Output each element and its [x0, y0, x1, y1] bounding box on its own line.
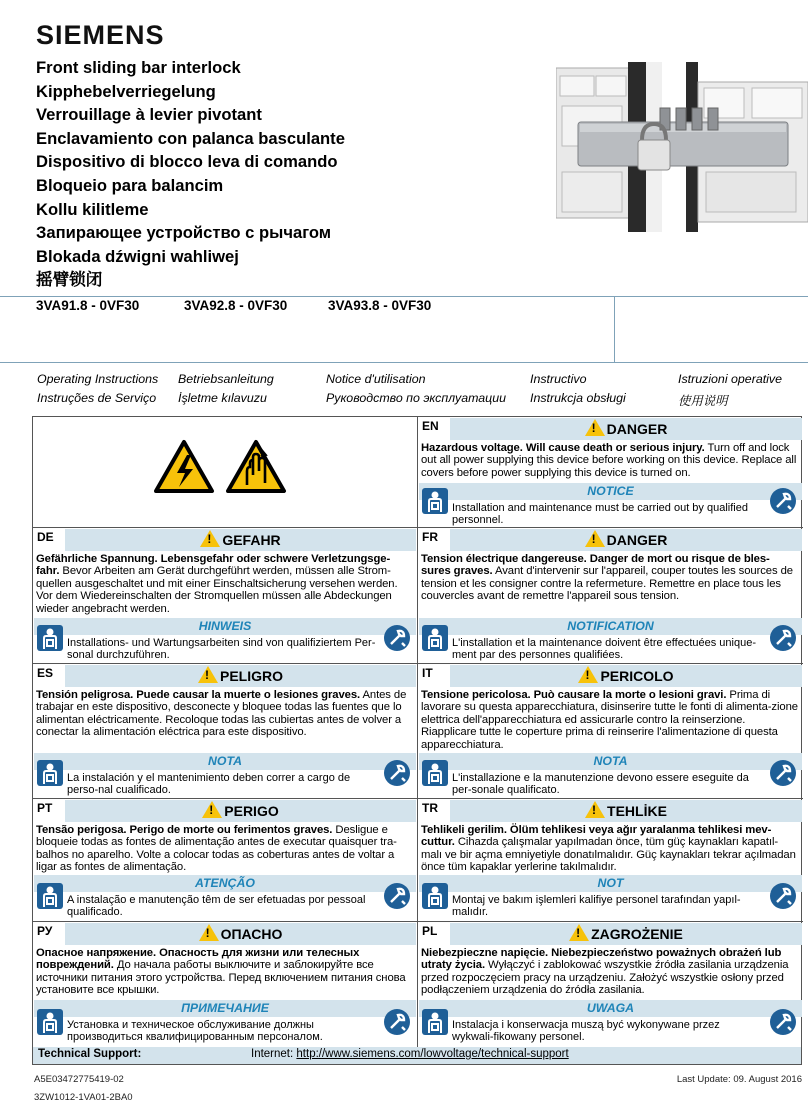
notice-text: L'installazione e la manutenzione devono essere eseguite da per-sonale qualificato. [452, 772, 749, 796]
notice-head: NOT [597, 876, 624, 890]
notice-head: ATENÇÃO [195, 876, 255, 890]
warning-text [421, 442, 799, 479]
warning-body: Avant d'intervenir sur l'appareil, couper toutes les sources de tension et les consigner contre la refermeture. Remettre en place tous les couvercles avant de remettre l'appareil sous tension. [421, 565, 793, 603]
warning-body: Cihazda çalışmalar yapılmadan önce, tüm güç kaynakları kapatıl-malı ve bir açma emniyetiyle donatılmalıdır. Güç kaynakları tekrar açılmadan önce tüm kapaklar yerlerine takılmalıdır. [421, 836, 796, 874]
technical-support-row [32, 1047, 802, 1065]
signal-word-text: ОПАСНО [220, 926, 283, 942]
notice-text: Installation and maintenance must be carried out by qualified personnel. [452, 502, 748, 526]
notice-bar [419, 875, 802, 892]
warning-ru [33, 922, 418, 1048]
signal-word [65, 800, 416, 822]
tool-icon [383, 624, 411, 652]
warning-bold: Опасное напряжение. Опасность для жизни или телесных повреждений. [36, 947, 360, 972]
tool-icon [769, 624, 797, 652]
warning-bold: Tensión peligrosa. Puede causar la muerte o lesiones graves. [36, 689, 361, 701]
signal-word [65, 665, 416, 687]
warning-body: Bevor Arbeiten am Gerät durchgeführt werden, müssen alle Strom-quellen ausgeschaltet und mit einer Einschaltsicherung versehen werden. Vor dem Wiedereinschalten der Stromquellen müssen alle Abdeckungen wieder angebracht werden. [36, 565, 398, 615]
support-internet [251, 1048, 569, 1060]
warning-text [421, 947, 799, 997]
doc-id: A5E03472775419-02 [34, 1074, 124, 1085]
qualified-personnel-icon [36, 759, 64, 787]
title-zh: 摇臂锁闭 [36, 270, 103, 290]
notice-head: UWAGA [586, 1001, 635, 1015]
warning-triangle-icon [578, 666, 598, 683]
internet-label: Internet: [251, 1048, 294, 1060]
signal-word [450, 665, 802, 687]
divider [614, 296, 615, 362]
signal-word-text: PELIGRO [219, 668, 283, 684]
signal-word [65, 923, 416, 945]
warning-text [421, 553, 799, 603]
warning-bold: Tehlikeli gerilim. Ölüm tehlikesi veya ağır yaralanma tehlikesi mev-cuttur. [421, 824, 772, 849]
siemens-logo: SIEMENS [36, 20, 165, 50]
warning-body: Wyłączyć i zablokować wszystkie źródła zasilania urządzenia przed rozpoczęciem pracy na urządzeniu. Założyć wszystkie osłony przed podłączeniem urządzenia do źródła zasilania. [421, 959, 789, 997]
last-update: Last Update: 09. August 2016 [676, 1074, 802, 1085]
warning-it [418, 664, 803, 799]
signal-word-text: PERIGO [224, 803, 279, 819]
title-fr: Verrouillage à levier pivotant [36, 105, 262, 125]
warning-en [418, 417, 803, 528]
signal-word [450, 418, 802, 440]
warning-bold: Niebezpieczne napięcie. Niebezpieczeństwo poważnych obrażeń lub utraty życia. [421, 947, 782, 972]
signal-word-text: PERICOLO [600, 668, 674, 684]
title-pl: Blokada dźwigni wahliwej [36, 246, 239, 266]
instructions-title: Instructivo [530, 372, 587, 386]
warning-bold: Hazardous voltage. Will cause death or serious injury. [421, 442, 705, 454]
warning-symbols [33, 417, 418, 528]
notice-head: NOTA [208, 754, 242, 768]
divider [0, 296, 808, 297]
signal-word-text: DANGER [606, 421, 668, 437]
qualified-personnel-icon [421, 1008, 449, 1036]
title-it: Dispositivo di blocco leva di comando [36, 152, 338, 172]
divider [0, 362, 808, 363]
lang-code: IT [422, 666, 433, 680]
notice-bar [419, 1000, 802, 1017]
instructions-title: Betriebsanleitung [178, 372, 274, 386]
tool-icon [769, 1008, 797, 1036]
warning-text [36, 689, 413, 739]
order-number: 3VA92.8 - 0VF30 [184, 298, 288, 313]
product-titles [36, 56, 345, 292]
warning-pt [33, 799, 418, 922]
warning-body: Turn off and lock out all power supplying this device before working on this device. Replace all covers before power supplying this device is turned on. [421, 442, 797, 479]
notice-head: NOTA [593, 754, 628, 768]
notice-head: NOTICE [587, 484, 634, 498]
lang-code: РУ [37, 924, 53, 938]
instructions-title: İşletme kılavuzu [178, 391, 267, 405]
title-de: Kipphebelverriegelung [36, 81, 216, 101]
warning-bold: Tensão perigosa. Perigo de morte ou ferimentos graves. [36, 824, 333, 836]
instructions-title: 使用说明 [678, 394, 728, 408]
notice-text: L'installation et la maintenance doivent être effectuées unique-ment par des personnes qualifiées. [452, 637, 756, 661]
order-number: 3VA91.8 - 0VF30 [36, 298, 140, 313]
lang-code: PL [422, 924, 438, 938]
signal-word [450, 923, 802, 945]
warning-tr [418, 799, 803, 922]
warning-triangle-icon [585, 530, 605, 547]
signal-word [450, 800, 802, 822]
warning-triangle-icon [200, 530, 220, 547]
qualified-personnel-icon [36, 882, 64, 910]
warning-triangle-icon [198, 666, 218, 683]
lang-code: FR [422, 530, 438, 544]
warning-text [36, 553, 413, 615]
support-link[interactable]: http://www.siemens.com/lowvoltage/technical-support [296, 1048, 569, 1060]
notice-bar [34, 1000, 416, 1017]
lang-code: PT [37, 801, 53, 815]
instructions-title: Instruções de Serviço [37, 391, 157, 405]
notice-head: HINWEIS [198, 619, 252, 633]
warning-text [36, 947, 413, 997]
signal-word [450, 529, 802, 551]
signal-word-text: TEHLİKE [607, 803, 667, 819]
signal-word [65, 529, 416, 551]
instructions-title: Notice d'utilisation [326, 372, 426, 386]
warning-bold: Tensione pericolosa. Può causare la morte o lesioni gravi. [421, 689, 727, 701]
electric-hazard-icon [153, 439, 215, 495]
warning-de [33, 528, 418, 664]
lang-code: EN [422, 419, 439, 433]
safety-grid [32, 416, 802, 1052]
tool-icon [769, 759, 797, 787]
notice-head: ПРИМЕЧАНИЕ [181, 1001, 269, 1015]
tool-icon [769, 487, 797, 515]
notice-head: NOTIFICATION [567, 619, 654, 633]
instructions-title: Руководство по эксплуатации [326, 391, 507, 405]
notice-text: Installations- und Wartungsarbeiten sind von qualifiziertem Per-sonal durchzuführen. [67, 637, 376, 661]
order-number: 3VA93.8 - 0VF30 [328, 298, 432, 313]
warning-body: Desligue e bloqueie todas as fontes de alimentação antes de executar quaisquer tra-balhos no aparelho. Volte a colocar todas as coberturas antes de voltar a ligar as fontes de alimentação. [36, 824, 397, 874]
title-ru: Запирающее устройство с рычагом [36, 223, 332, 243]
notice-text: A instalação e manutenção têm de ser efetuadas por pessoal qualificado. [67, 894, 366, 918]
notice-bar [34, 875, 416, 892]
title-tr: Kollu kilitleme [36, 199, 149, 219]
warning-bold: Gefährliche Spannung. Lebensgefahr oder schwere Verletzungsge-fahr. [36, 553, 391, 578]
warning-es [33, 664, 418, 799]
notice-text: Instalacja i konserwacja muszą być wykonywane przez wykwali-fikowany personel. [452, 1019, 720, 1043]
qualified-personnel-icon [421, 624, 449, 652]
signal-word-text: DANGER [606, 532, 668, 548]
lang-code: ES [37, 666, 54, 680]
notice-text: Установка и техническое обслуживание должны производиться квалифицированным персоналом. [67, 1019, 323, 1043]
notice-bar [34, 618, 416, 635]
notice-bar [419, 618, 802, 635]
warning-triangle-icon [585, 801, 605, 818]
support-label: Technical Support: [38, 1048, 142, 1060]
product-image [556, 62, 808, 232]
tool-icon [383, 1008, 411, 1036]
warning-body: До начала работы выключите и заблокируйте все источники питания этого устройства. Перед включением питания снова установите все крышки. [36, 959, 406, 997]
warning-text [36, 824, 413, 874]
notice-text: Montaj ve bakım işlemleri kalifiye personel tarafından yapıl-malıdır. [452, 894, 741, 918]
instructions-title: Istruzioni operative [678, 372, 782, 386]
qualified-personnel-icon [36, 624, 64, 652]
doc-code: 3ZW1012-1VA01-2BA0 [34, 1092, 133, 1103]
warning-triangle-icon [569, 924, 589, 941]
warning-text [421, 689, 799, 751]
qualified-personnel-icon [421, 759, 449, 787]
warning-body: Antes de trabajar en este dispositivo, desconecte y bloquee todas las fuentes que lo alimentan eléctricamente. Recoloque todas las cubiertas antes de volver a conectar la alimentación eléctrica para este dispositivo. [36, 689, 407, 739]
warning-pl [418, 922, 803, 1048]
signal-word-text: GEFAHR [222, 532, 281, 548]
warning-text [421, 824, 799, 874]
notice-bar [419, 483, 802, 500]
tool-icon [769, 882, 797, 910]
signal-word-text: ZAGROŻENIE [591, 926, 683, 942]
warning-triangle-icon [199, 924, 219, 941]
title-es: Enclavamiento con palanca basculante [36, 128, 345, 148]
warning-triangle-icon [202, 801, 222, 818]
notice-bar [419, 753, 802, 770]
title-en: Front sliding bar interlock [36, 58, 241, 77]
hand-shock-hazard-icon [225, 439, 287, 495]
warning-triangle-icon [585, 419, 605, 436]
instructions-title: Operating Instructions [37, 372, 159, 386]
qualified-personnel-icon [421, 882, 449, 910]
qualified-personnel-icon [421, 487, 449, 515]
lang-code: DE [37, 530, 54, 544]
notice-bar [34, 753, 416, 770]
notice-text: La instalación y el mantenimiento deben correr a cargo de perso-nal cualificado. [67, 772, 351, 796]
warning-bold: Tension électrique dangereuse. Danger de mort ou risque de bles-sures graves. [421, 553, 770, 578]
instructions-title: Instrukcja obsługi [530, 391, 626, 405]
title-pt: Bloqueio para balancim [36, 175, 224, 195]
warning-body: Prima di lavorare su questa apparecchiatura, disinserire tutte le fonti di alimenta-zione elettrica dell'apparecchiatura ed assicurarle contro la reinserzione. Riapplicare tutte le coperture prima di reinserire l'alimentazione di questa apparecchiatura. [421, 689, 798, 751]
tool-icon [383, 882, 411, 910]
tool-icon [383, 759, 411, 787]
warning-fr [418, 528, 803, 664]
qualified-personnel-icon [36, 1008, 64, 1036]
lang-code: TR [422, 801, 438, 815]
